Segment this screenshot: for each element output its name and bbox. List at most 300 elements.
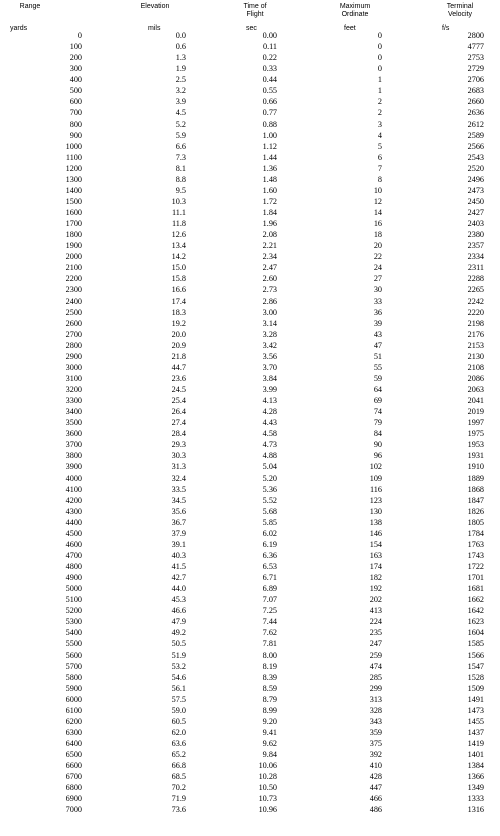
row-padding bbox=[484, 74, 500, 85]
range-cell: 7000 bbox=[65, 805, 82, 815]
row-padding bbox=[484, 30, 500, 41]
terminal-velocity-cell: 1455 bbox=[467, 716, 484, 726]
range-cell: 4400 bbox=[65, 517, 82, 527]
terminal-velocity-cell: 2427 bbox=[467, 208, 484, 218]
table-row bbox=[0, 594, 500, 605]
row-padding bbox=[484, 284, 500, 295]
range-cell: 900 bbox=[69, 130, 82, 140]
row-padding bbox=[484, 141, 500, 152]
max-ordinate-cell: 163 bbox=[369, 550, 382, 560]
terminal-velocity-cell: 1975 bbox=[467, 429, 484, 439]
row-padding bbox=[484, 163, 500, 174]
row-padding bbox=[484, 672, 500, 683]
time-of-flight-cell: 5.85 bbox=[262, 517, 277, 527]
terminal-velocity-cell: 4777 bbox=[467, 42, 484, 52]
elevation-cell: 51.9 bbox=[171, 650, 186, 660]
range-cell: 3300 bbox=[65, 396, 82, 406]
max-ordinate-cell: 447 bbox=[369, 783, 382, 793]
max-ordinate-cell: 375 bbox=[369, 739, 382, 749]
header-time-of-flight: Time of Flight bbox=[243, 3, 267, 18]
table-row bbox=[0, 550, 500, 561]
range-cell: 1100 bbox=[65, 152, 82, 162]
terminal-velocity-cell: 2220 bbox=[467, 307, 484, 317]
range-cell: 3800 bbox=[65, 451, 82, 461]
max-ordinate-cell: 30 bbox=[373, 285, 382, 295]
row-padding bbox=[484, 583, 500, 594]
table-row bbox=[0, 495, 500, 506]
elevation-cell: 57.5 bbox=[171, 694, 186, 704]
ballistics-table bbox=[0, 30, 500, 815]
max-ordinate-cell: 235 bbox=[369, 628, 382, 638]
max-ordinate-cell: 0 bbox=[377, 42, 382, 52]
range-cell: 800 bbox=[69, 119, 82, 129]
table-row bbox=[0, 152, 500, 163]
elevation-cell: 11.8 bbox=[171, 219, 186, 229]
elevation-cell: 11.1 bbox=[171, 208, 186, 218]
max-ordinate-cell: 0 bbox=[377, 31, 382, 41]
range-cell: 600 bbox=[69, 97, 82, 107]
table-row bbox=[0, 583, 500, 594]
time-of-flight-cell: 9.84 bbox=[262, 750, 277, 760]
terminal-velocity-cell: 1384 bbox=[467, 761, 484, 771]
terminal-velocity-cell: 1401 bbox=[467, 750, 484, 760]
range-cell: 6100 bbox=[65, 705, 82, 715]
range-cell: 4100 bbox=[65, 484, 82, 494]
max-ordinate-cell: 6 bbox=[377, 152, 382, 162]
elevation-cell: 7.3 bbox=[175, 152, 186, 162]
table-row bbox=[0, 760, 500, 771]
row-padding bbox=[484, 251, 500, 262]
row-padding bbox=[484, 561, 500, 572]
range-cell: 3600 bbox=[65, 429, 82, 439]
row-padding bbox=[484, 450, 500, 461]
time-of-flight-cell: 6.71 bbox=[262, 573, 277, 583]
terminal-velocity-cell: 1931 bbox=[467, 451, 484, 461]
time-of-flight-cell: 1.60 bbox=[262, 185, 277, 195]
elevation-cell: 62.0 bbox=[171, 727, 186, 737]
row-padding bbox=[484, 605, 500, 616]
terminal-velocity-cell: 1604 bbox=[467, 628, 484, 638]
range-cell: 6000 bbox=[65, 694, 82, 704]
table-row bbox=[0, 705, 500, 716]
terminal-velocity-cell: 2566 bbox=[467, 141, 484, 151]
elevation-cell: 19.2 bbox=[171, 318, 186, 328]
max-ordinate-cell: 474 bbox=[369, 661, 382, 671]
time-of-flight-cell: 8.79 bbox=[262, 694, 277, 704]
terminal-velocity-cell: 1743 bbox=[467, 550, 484, 560]
table-row bbox=[0, 296, 500, 307]
elevation-cell: 25.4 bbox=[171, 396, 186, 406]
range-cell: 1000 bbox=[65, 141, 82, 151]
row-padding bbox=[484, 461, 500, 472]
header-elevation: Elevation bbox=[140, 3, 170, 10]
max-ordinate-cell: 27 bbox=[373, 274, 382, 284]
time-of-flight-cell: 5.52 bbox=[262, 495, 277, 505]
time-of-flight-cell: 8.00 bbox=[262, 650, 277, 660]
row-padding bbox=[484, 539, 500, 550]
range-cell: 6400 bbox=[65, 739, 82, 749]
table-row bbox=[0, 141, 500, 152]
table-header bbox=[0, 3, 500, 33]
terminal-velocity-cell: 1997 bbox=[467, 418, 484, 428]
time-of-flight-cell: 9.62 bbox=[262, 739, 277, 749]
elevation-cell: 44.7 bbox=[171, 362, 186, 372]
time-of-flight-cell: 9.41 bbox=[262, 727, 277, 737]
terminal-velocity-cell: 2357 bbox=[467, 241, 484, 251]
max-ordinate-cell: 8 bbox=[377, 174, 382, 184]
elevation-cell: 47.9 bbox=[171, 617, 186, 627]
terminal-velocity-cell: 1763 bbox=[467, 539, 484, 549]
table-row bbox=[0, 130, 500, 141]
row-padding bbox=[484, 41, 500, 52]
row-padding bbox=[484, 627, 500, 638]
range-cell: 4300 bbox=[65, 506, 82, 516]
row-padding bbox=[484, 616, 500, 627]
unit-range: yards bbox=[10, 25, 28, 32]
row-padding bbox=[484, 96, 500, 107]
row-padding bbox=[484, 594, 500, 605]
time-of-flight-cell: 10.50 bbox=[258, 783, 277, 793]
max-ordinate-cell: 7 bbox=[377, 163, 382, 173]
time-of-flight-cell: 5.68 bbox=[262, 506, 277, 516]
row-padding bbox=[484, 107, 500, 118]
elevation-cell: 20.9 bbox=[171, 340, 186, 350]
row-padding bbox=[484, 705, 500, 716]
range-cell: 4500 bbox=[65, 528, 82, 538]
range-cell: 1600 bbox=[65, 208, 82, 218]
max-ordinate-cell: 39 bbox=[373, 318, 382, 328]
table-row bbox=[0, 240, 500, 251]
table-row bbox=[0, 307, 500, 318]
elevation-cell: 10.3 bbox=[171, 196, 186, 206]
elevation-cell: 26.4 bbox=[171, 407, 186, 417]
time-of-flight-cell: 1.12 bbox=[262, 141, 277, 151]
terminal-velocity-cell: 1623 bbox=[467, 617, 484, 627]
time-of-flight-cell: 6.02 bbox=[262, 528, 277, 538]
elevation-cell: 73.6 bbox=[171, 805, 186, 815]
elevation-cell: 50.5 bbox=[171, 639, 186, 649]
table-row bbox=[0, 782, 500, 793]
table-row bbox=[0, 428, 500, 439]
time-of-flight-cell: 8.99 bbox=[262, 705, 277, 715]
time-of-flight-cell: 7.07 bbox=[262, 595, 277, 605]
range-cell: 700 bbox=[69, 108, 82, 118]
max-ordinate-cell: 43 bbox=[373, 329, 382, 339]
range-cell: 3100 bbox=[65, 373, 82, 383]
time-of-flight-cell: 0.66 bbox=[262, 97, 277, 107]
range-cell: 4900 bbox=[65, 573, 82, 583]
row-padding bbox=[484, 683, 500, 694]
range-cell: 4600 bbox=[65, 539, 82, 549]
header-terminal-velocity: Terminal Velocity bbox=[446, 3, 474, 18]
row-padding bbox=[484, 85, 500, 96]
table-row bbox=[0, 638, 500, 649]
terminal-velocity-cell: 2198 bbox=[467, 318, 484, 328]
time-of-flight-cell: 1.84 bbox=[262, 208, 277, 218]
time-of-flight-cell: 4.43 bbox=[262, 418, 277, 428]
max-ordinate-cell: 2 bbox=[377, 97, 382, 107]
terminal-velocity-cell: 1349 bbox=[467, 783, 484, 793]
time-of-flight-cell: 2.60 bbox=[262, 274, 277, 284]
time-of-flight-cell: 2.08 bbox=[262, 230, 277, 240]
terminal-velocity-cell: 2380 bbox=[467, 230, 484, 240]
terminal-velocity-cell: 2496 bbox=[467, 174, 484, 184]
range-cell: 1800 bbox=[65, 230, 82, 240]
elevation-cell: 44.0 bbox=[171, 584, 186, 594]
terminal-velocity-cell: 2543 bbox=[467, 152, 484, 162]
table-row bbox=[0, 672, 500, 683]
row-padding bbox=[484, 572, 500, 583]
range-cell: 2300 bbox=[65, 285, 82, 295]
table-row bbox=[0, 384, 500, 395]
table-row bbox=[0, 41, 500, 52]
range-cell: 5200 bbox=[65, 606, 82, 616]
terminal-velocity-cell: 1681 bbox=[467, 584, 484, 594]
table-row bbox=[0, 251, 500, 262]
time-of-flight-cell: 4.88 bbox=[262, 451, 277, 461]
elevation-cell: 1.9 bbox=[175, 64, 186, 74]
range-cell: 3200 bbox=[65, 385, 82, 395]
time-of-flight-cell: 1.44 bbox=[262, 152, 277, 162]
range-cell: 3500 bbox=[65, 418, 82, 428]
time-of-flight-cell: 3.56 bbox=[262, 351, 277, 361]
max-ordinate-cell: 12 bbox=[373, 196, 382, 206]
time-of-flight-cell: 0.11 bbox=[262, 42, 277, 52]
terminal-velocity-cell: 2403 bbox=[467, 219, 484, 229]
table-row bbox=[0, 506, 500, 517]
range-cell: 500 bbox=[69, 86, 82, 96]
table-row bbox=[0, 561, 500, 572]
row-padding bbox=[484, 550, 500, 561]
elevation-cell: 29.3 bbox=[171, 440, 186, 450]
range-cell: 4700 bbox=[65, 550, 82, 560]
elevation-cell: 27.4 bbox=[171, 418, 186, 428]
elevation-cell: 39.1 bbox=[171, 539, 186, 549]
header-range: Range bbox=[19, 3, 41, 10]
time-of-flight-cell: 0.22 bbox=[262, 53, 277, 63]
time-of-flight-cell: 1.00 bbox=[262, 130, 277, 140]
terminal-velocity-cell: 2800 bbox=[467, 31, 484, 41]
header-maximum-ordinate: Maximum Ordinate bbox=[339, 3, 371, 18]
terminal-velocity-cell: 1333 bbox=[467, 794, 484, 804]
range-cell: 6900 bbox=[65, 794, 82, 804]
table-row bbox=[0, 185, 500, 196]
elevation-cell: 71.9 bbox=[171, 794, 186, 804]
row-padding bbox=[484, 395, 500, 406]
elevation-cell: 28.4 bbox=[171, 429, 186, 439]
table-row bbox=[0, 119, 500, 130]
terminal-velocity-cell: 1889 bbox=[467, 473, 484, 483]
time-of-flight-cell: 5.36 bbox=[262, 484, 277, 494]
terminal-velocity-cell: 2636 bbox=[467, 108, 484, 118]
time-of-flight-cell: 6.19 bbox=[262, 539, 277, 549]
max-ordinate-cell: 392 bbox=[369, 750, 382, 760]
elevation-cell: 59.0 bbox=[171, 705, 186, 715]
max-ordinate-cell: 74 bbox=[373, 407, 382, 417]
time-of-flight-cell: 6.36 bbox=[262, 550, 277, 560]
row-padding bbox=[484, 130, 500, 141]
time-of-flight-cell: 2.47 bbox=[262, 263, 277, 273]
table-row bbox=[0, 96, 500, 107]
max-ordinate-cell: 130 bbox=[369, 506, 382, 516]
table-row bbox=[0, 716, 500, 727]
elevation-cell: 54.6 bbox=[171, 672, 186, 682]
terminal-velocity-cell: 1701 bbox=[467, 573, 484, 583]
max-ordinate-cell: 10 bbox=[373, 185, 382, 195]
max-ordinate-cell: 96 bbox=[373, 451, 382, 461]
row-padding bbox=[484, 517, 500, 528]
time-of-flight-cell: 1.36 bbox=[262, 163, 277, 173]
row-padding bbox=[484, 351, 500, 362]
elevation-cell: 68.5 bbox=[171, 772, 186, 782]
terminal-velocity-cell: 1662 bbox=[467, 595, 484, 605]
time-of-flight-cell: 3.99 bbox=[262, 385, 277, 395]
time-of-flight-cell: 6.89 bbox=[262, 584, 277, 594]
row-padding bbox=[484, 650, 500, 661]
elevation-cell: 49.2 bbox=[171, 628, 186, 638]
table-row bbox=[0, 517, 500, 528]
terminal-velocity-cell: 1491 bbox=[467, 694, 484, 704]
elevation-cell: 3.2 bbox=[175, 86, 186, 96]
table-row bbox=[0, 229, 500, 240]
unit-terminal-velocity: f/s bbox=[442, 25, 450, 32]
unit-elevation: mils bbox=[148, 25, 161, 32]
unit-time-of-flight: sec bbox=[246, 25, 257, 32]
elevation-cell: 66.8 bbox=[171, 761, 186, 771]
terminal-velocity-cell: 2153 bbox=[467, 340, 484, 350]
table-row bbox=[0, 461, 500, 472]
table-row bbox=[0, 450, 500, 461]
time-of-flight-cell: 1.96 bbox=[262, 219, 277, 229]
elevation-cell: 20.0 bbox=[171, 329, 186, 339]
row-padding bbox=[484, 738, 500, 749]
terminal-velocity-cell: 1953 bbox=[467, 440, 484, 450]
time-of-flight-cell: 0.00 bbox=[262, 31, 277, 41]
row-padding bbox=[484, 694, 500, 705]
terminal-velocity-cell: 2288 bbox=[467, 274, 484, 284]
row-padding bbox=[484, 439, 500, 450]
row-padding bbox=[484, 296, 500, 307]
terminal-velocity-cell: 1868 bbox=[467, 484, 484, 494]
table-row bbox=[0, 52, 500, 63]
table-row bbox=[0, 30, 500, 41]
time-of-flight-cell: 2.34 bbox=[262, 252, 277, 262]
row-padding bbox=[484, 318, 500, 329]
max-ordinate-cell: 20 bbox=[373, 241, 382, 251]
table-row bbox=[0, 107, 500, 118]
row-padding bbox=[484, 804, 500, 815]
terminal-velocity-cell: 2063 bbox=[467, 385, 484, 395]
elevation-cell: 33.5 bbox=[171, 484, 186, 494]
elevation-cell: 45.3 bbox=[171, 595, 186, 605]
time-of-flight-cell: 5.04 bbox=[262, 462, 277, 472]
elevation-cell: 35.6 bbox=[171, 506, 186, 516]
time-of-flight-cell: 2.73 bbox=[262, 285, 277, 295]
max-ordinate-cell: 4 bbox=[377, 130, 382, 140]
row-padding bbox=[484, 428, 500, 439]
range-cell: 1200 bbox=[65, 163, 82, 173]
elevation-cell: 37.9 bbox=[171, 528, 186, 538]
max-ordinate-cell: 1 bbox=[377, 75, 382, 85]
row-padding bbox=[484, 406, 500, 417]
time-of-flight-cell: 2.21 bbox=[262, 241, 277, 251]
table-row bbox=[0, 318, 500, 329]
max-ordinate-cell: 0 bbox=[377, 53, 382, 63]
max-ordinate-cell: 64 bbox=[373, 385, 382, 395]
table-row bbox=[0, 661, 500, 672]
time-of-flight-cell: 7.25 bbox=[262, 606, 277, 616]
unit-maximum-ordinate: feet bbox=[344, 25, 356, 32]
elevation-cell: 2.5 bbox=[175, 75, 186, 85]
elevation-cell: 56.1 bbox=[171, 683, 186, 693]
elevation-cell: 9.5 bbox=[175, 185, 186, 195]
max-ordinate-cell: 2 bbox=[377, 108, 382, 118]
time-of-flight-cell: 4.73 bbox=[262, 440, 277, 450]
range-cell: 5100 bbox=[65, 595, 82, 605]
terminal-velocity-cell: 1366 bbox=[467, 772, 484, 782]
row-padding bbox=[484, 638, 500, 649]
range-cell: 2400 bbox=[65, 296, 82, 306]
max-ordinate-cell: 146 bbox=[369, 528, 382, 538]
elevation-cell: 0.0 bbox=[175, 31, 186, 41]
table-row bbox=[0, 351, 500, 362]
range-cell: 5000 bbox=[65, 584, 82, 594]
table-row bbox=[0, 539, 500, 550]
terminal-velocity-cell: 1419 bbox=[467, 739, 484, 749]
range-cell: 4200 bbox=[65, 495, 82, 505]
max-ordinate-cell: 247 bbox=[369, 639, 382, 649]
table-row bbox=[0, 749, 500, 760]
row-padding bbox=[484, 484, 500, 495]
time-of-flight-cell: 3.28 bbox=[262, 329, 277, 339]
terminal-velocity-cell: 1437 bbox=[467, 727, 484, 737]
range-cell: 2100 bbox=[65, 263, 82, 273]
elevation-cell: 0.6 bbox=[175, 42, 186, 52]
row-padding bbox=[484, 262, 500, 273]
terminal-velocity-cell: 1847 bbox=[467, 495, 484, 505]
table-row bbox=[0, 74, 500, 85]
table-row bbox=[0, 771, 500, 782]
terminal-velocity-cell: 2108 bbox=[467, 362, 484, 372]
range-cell: 3000 bbox=[65, 362, 82, 372]
elevation-cell: 23.6 bbox=[171, 373, 186, 383]
row-padding bbox=[484, 506, 500, 517]
max-ordinate-cell: 14 bbox=[373, 208, 382, 218]
time-of-flight-cell: 6.53 bbox=[262, 562, 277, 572]
time-of-flight-cell: 0.33 bbox=[262, 64, 277, 74]
row-padding bbox=[484, 727, 500, 738]
elevation-cell: 63.6 bbox=[171, 739, 186, 749]
max-ordinate-cell: 84 bbox=[373, 429, 382, 439]
terminal-velocity-cell: 1642 bbox=[467, 606, 484, 616]
terminal-velocity-cell: 2334 bbox=[467, 252, 484, 262]
elevation-cell: 6.6 bbox=[175, 141, 186, 151]
table-row bbox=[0, 373, 500, 384]
max-ordinate-cell: 79 bbox=[373, 418, 382, 428]
row-padding bbox=[484, 152, 500, 163]
row-padding bbox=[484, 495, 500, 506]
elevation-cell: 18.3 bbox=[171, 307, 186, 317]
time-of-flight-cell: 9.20 bbox=[262, 716, 277, 726]
max-ordinate-cell: 47 bbox=[373, 340, 382, 350]
table-row bbox=[0, 439, 500, 450]
row-padding bbox=[484, 329, 500, 340]
range-cell: 5600 bbox=[65, 650, 82, 660]
max-ordinate-cell: 16 bbox=[373, 219, 382, 229]
row-padding bbox=[484, 218, 500, 229]
table-row bbox=[0, 63, 500, 74]
table-row bbox=[0, 273, 500, 284]
